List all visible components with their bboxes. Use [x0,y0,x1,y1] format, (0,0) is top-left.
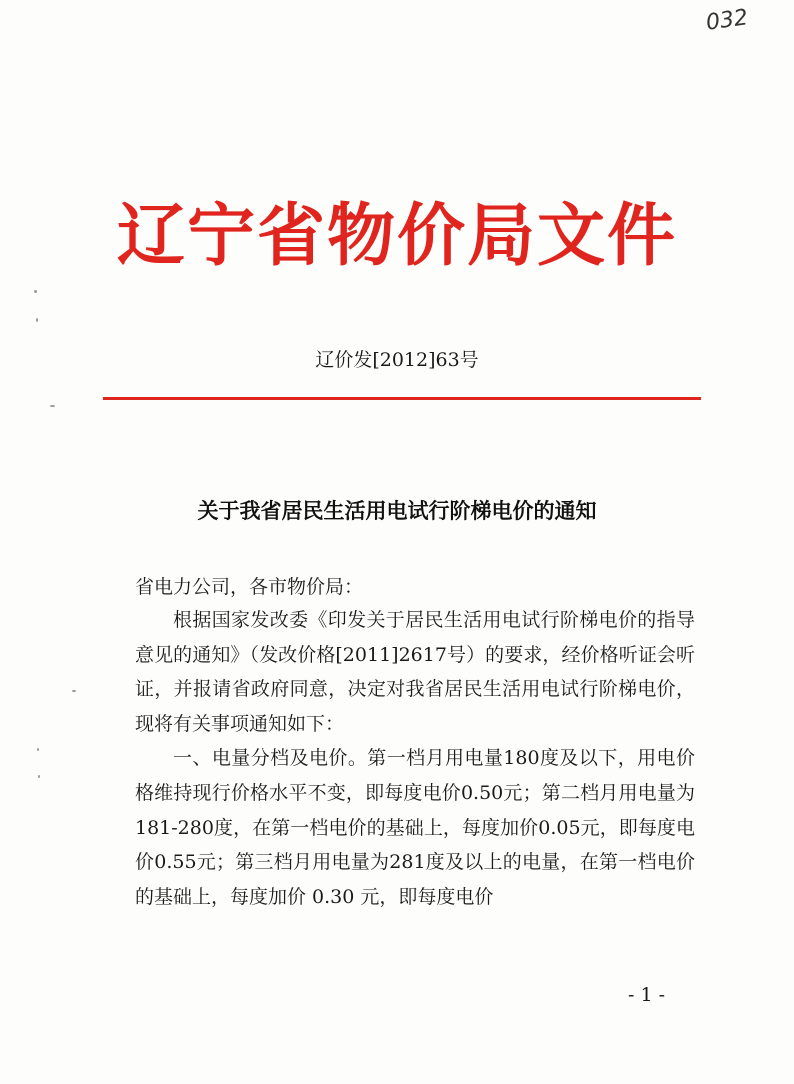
scan-speck [37,748,39,751]
notice-title: 关于我省居民生活用电试行阶梯电价的通知 [197,498,597,523]
document-number: 辽价发[2012]63号 [315,349,479,371]
agency-header-title: 辽宁省物价局文件 [116,196,677,276]
scan-speck [50,405,55,407]
notice-body [135,603,695,914]
red-divider-line [103,397,701,400]
body-paragraph-tiers: 一、电量分档及电价。第一档月用电量180度及以下，用电价格维持现行价格水平不变，即每度电价0.50元；第二档月用电量为181-280度，在第一档电价的基础上，每度加价0.05元，即每度电价0.55元；第三档月用电量为281度及以上的电量，在第一档电价的基础上，每度加价 0.30 元，即每度电价 [135,747,695,908]
page-number: - 1 - [628,984,666,1006]
scan-speck [36,318,38,322]
scan-speck [72,690,76,692]
body-paragraph-intro: 根据国家发改委《印发关于居民生活用电试行阶梯电价的指导意见的通知》（发改价格[2011]2617号）的要求，经价格听证会听证，并报请省政府同意，决定对我省居民生活用电试行阶梯电价，现将有关事项通知如下： [135,609,695,735]
notice-recipients: 省电力公司，各市物价局： [135,576,364,598]
scan-speck [38,775,40,778]
scan-speck [34,290,37,293]
handwritten-page-code: 032 [704,5,750,36]
